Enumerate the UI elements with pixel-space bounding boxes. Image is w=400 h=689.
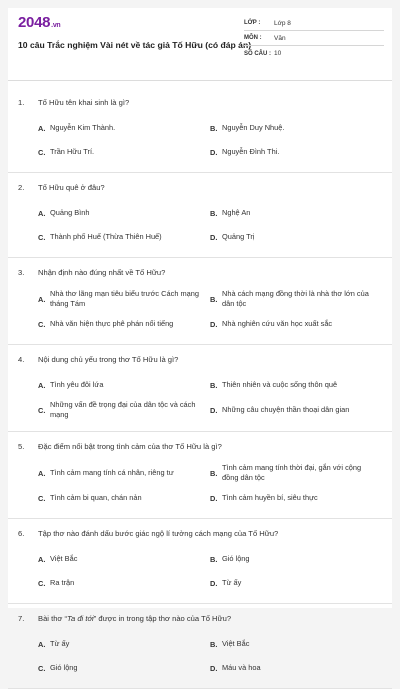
option-letter: A.	[38, 123, 46, 133]
meta-label: LỚP :	[244, 20, 261, 26]
option-text: Tình cảm bi quan, chán nản	[50, 493, 142, 502]
question-list	[8, 88, 392, 689]
option-text: Ra trận	[50, 578, 75, 587]
option-text: Nhà văn hiện thực phê phán nổi tiếng	[50, 319, 174, 328]
option-b[interactable]	[210, 460, 382, 486]
option-text: Máu và hoa	[222, 663, 261, 672]
question-label: Tố Hữu quê ở đâu?	[38, 182, 105, 192]
option-c[interactable]	[38, 312, 210, 336]
option-letter: D.	[210, 493, 218, 503]
option-text: Việt Bắc	[222, 639, 250, 648]
option-a[interactable]	[38, 286, 210, 312]
option-c[interactable]	[38, 656, 210, 680]
options-grid	[18, 286, 382, 336]
option-letter: D.	[210, 578, 218, 588]
meta-value: Lớp 8	[274, 19, 291, 27]
document-header	[8, 8, 392, 74]
option-letter: A.	[38, 554, 46, 564]
option-text: Từ ấy	[222, 578, 242, 587]
option-letter: A.	[38, 468, 46, 478]
option-letter: C.	[38, 147, 46, 157]
option-letter: B.	[210, 380, 218, 390]
option-text: Việt Bắc	[50, 554, 78, 563]
option-text: Tình yêu đôi lứa	[50, 380, 104, 389]
option-a[interactable]	[38, 547, 210, 571]
option-text: Nhà nghiên cứu văn học xuất sắc	[222, 319, 333, 328]
option-text: Nguyễn Đình Thi.	[222, 147, 280, 156]
options-grid	[18, 116, 382, 164]
option-letter: A.	[38, 380, 46, 390]
logo-suffix: .vn	[51, 22, 61, 29]
option-letter: D.	[210, 319, 218, 329]
question-label: Nhận định nào đúng nhất về Tố Hữu?	[38, 267, 166, 277]
option-letter: C.	[38, 493, 46, 503]
option-b[interactable]	[210, 201, 382, 225]
question-text	[18, 604, 382, 632]
options-grid	[18, 547, 382, 595]
option-d[interactable]	[210, 486, 382, 510]
option-letter: C.	[38, 405, 46, 415]
option-b[interactable]	[210, 116, 382, 140]
question-number: 1.	[18, 97, 25, 107]
option-c[interactable]	[38, 397, 210, 423]
meta-value: Văn	[274, 34, 286, 42]
question-item	[8, 173, 392, 258]
option-d[interactable]	[210, 571, 382, 595]
option-letter: D.	[210, 405, 218, 415]
option-letter: B.	[210, 639, 218, 649]
option-d[interactable]	[210, 225, 382, 249]
option-letter: A.	[38, 294, 46, 304]
question-item	[8, 432, 392, 519]
option-a[interactable]	[38, 201, 210, 225]
meta-table	[244, 16, 384, 61]
logo-text: 2048	[18, 14, 51, 31]
option-text: Gió lộng	[50, 663, 78, 672]
option-b[interactable]	[210, 632, 382, 656]
question-number: 3.	[18, 267, 25, 277]
option-letter: B.	[210, 208, 218, 218]
meta-row-count	[244, 46, 384, 61]
option-text: Những câu chuyện thần thoại dân gian	[222, 405, 350, 414]
option-a[interactable]	[38, 116, 210, 140]
options-grid	[18, 632, 382, 680]
option-text: Tình cảm mang tính cá nhân, riêng tư	[50, 468, 174, 477]
question-label: Tố Hữu tên khai sinh là gì?	[38, 97, 130, 107]
question-label: Nội dung chủ yếu trong thơ Tố Hữu là gì?	[38, 354, 179, 364]
meta-row-subject	[244, 31, 384, 46]
option-a[interactable]	[38, 460, 210, 486]
option-a[interactable]	[38, 632, 210, 656]
option-text: Thiên nhiên và cuộc sống thôn quê	[222, 380, 338, 389]
question-number: 6.	[18, 528, 25, 538]
option-text: Nguyễn Duy Nhuệ.	[222, 123, 285, 132]
meta-value: 10	[274, 50, 282, 57]
option-letter: C.	[38, 663, 46, 673]
option-text: Thành phố Huế (Thừa Thiên Huế)	[50, 232, 162, 241]
option-text: Tình cảm mang tính thời đại, gắn với cộng đồng dân tộc	[222, 463, 362, 482]
question-text	[18, 519, 382, 547]
option-letter: D.	[210, 147, 218, 157]
meta-label: MÔN :	[244, 35, 262, 41]
option-letter: C.	[38, 232, 46, 242]
question-label: Tập thơ nào đánh dấu bước giác ngộ lí tưởng cách mạng của Tố Hữu?	[38, 528, 279, 538]
question-label: Đặc điểm nổi bật trong tình cảm của thơ Tố Hữu là gì?	[38, 441, 222, 451]
option-text: Gió lộng	[222, 554, 250, 563]
option-text: Quảng Bình	[50, 208, 90, 217]
options-grid	[18, 460, 382, 510]
question-item	[8, 88, 392, 173]
option-b[interactable]	[210, 286, 382, 312]
option-letter: D.	[210, 232, 218, 242]
option-b[interactable]	[210, 373, 382, 397]
meta-label: SỐ CÂU :	[244, 50, 271, 57]
option-text: Từ ấy	[50, 639, 70, 648]
option-text: Tình cảm huyền bí, siêu thực	[222, 493, 318, 502]
option-letter: A.	[38, 208, 46, 218]
option-letter: C.	[38, 319, 46, 329]
header-divider	[8, 80, 392, 81]
question-item	[8, 604, 392, 689]
option-d[interactable]	[210, 656, 382, 680]
question-item	[8, 258, 392, 345]
option-d[interactable]	[210, 397, 382, 423]
question-text	[18, 345, 382, 373]
question-item	[8, 345, 392, 432]
question-number: 7.	[18, 613, 25, 623]
question-number: 2.	[18, 182, 25, 192]
question-number: 4.	[18, 354, 25, 364]
option-text: Nghệ An	[222, 208, 251, 217]
site-logo[interactable]	[18, 14, 60, 31]
question-text	[18, 88, 382, 116]
question-text	[18, 258, 382, 286]
option-c[interactable]	[38, 225, 210, 249]
option-c[interactable]	[38, 140, 210, 164]
meta-row-grade	[244, 16, 384, 31]
option-letter: D.	[210, 663, 218, 673]
question-text	[18, 432, 382, 460]
option-b[interactable]	[210, 547, 382, 571]
option-letter: C.	[38, 578, 46, 588]
option-letter: B.	[210, 294, 218, 304]
option-text: Quảng Trị	[222, 232, 255, 241]
question-text	[18, 173, 382, 201]
options-grid	[18, 373, 382, 423]
question-label: Bài thơ “Ta đi tới” được in trong tập thơ nào của Tố Hữu?	[38, 613, 232, 623]
option-letter: B.	[210, 554, 218, 564]
option-text: Những vấn đề trọng đại của dân tộc và cách mạng	[50, 400, 196, 419]
option-text: Nhà cách mạng đồng thời là nhà thơ lớn của dân tộc	[222, 289, 369, 308]
option-d[interactable]	[210, 312, 382, 336]
options-grid	[18, 201, 382, 249]
option-text: Nhà thơ lãng mạn tiêu biểu trước Cách mạng tháng Tám	[50, 289, 199, 308]
option-text: Trần Hữu Trí.	[50, 147, 95, 156]
option-c[interactable]	[38, 486, 210, 510]
option-a[interactable]	[38, 373, 210, 397]
option-d[interactable]	[210, 140, 382, 164]
document-page	[8, 8, 392, 673]
page-title: 10 câu Trắc nghiệm Vài nét về tác giả Tố Hữu (có đáp án)	[18, 40, 252, 50]
question-item	[8, 519, 392, 604]
option-letter: B.	[210, 468, 218, 478]
question-number: 5.	[18, 441, 25, 451]
option-letter: B.	[210, 123, 218, 133]
option-letter: A.	[38, 639, 46, 649]
option-text: Nguyễn Kim Thành.	[50, 123, 116, 132]
option-c[interactable]	[38, 571, 210, 595]
